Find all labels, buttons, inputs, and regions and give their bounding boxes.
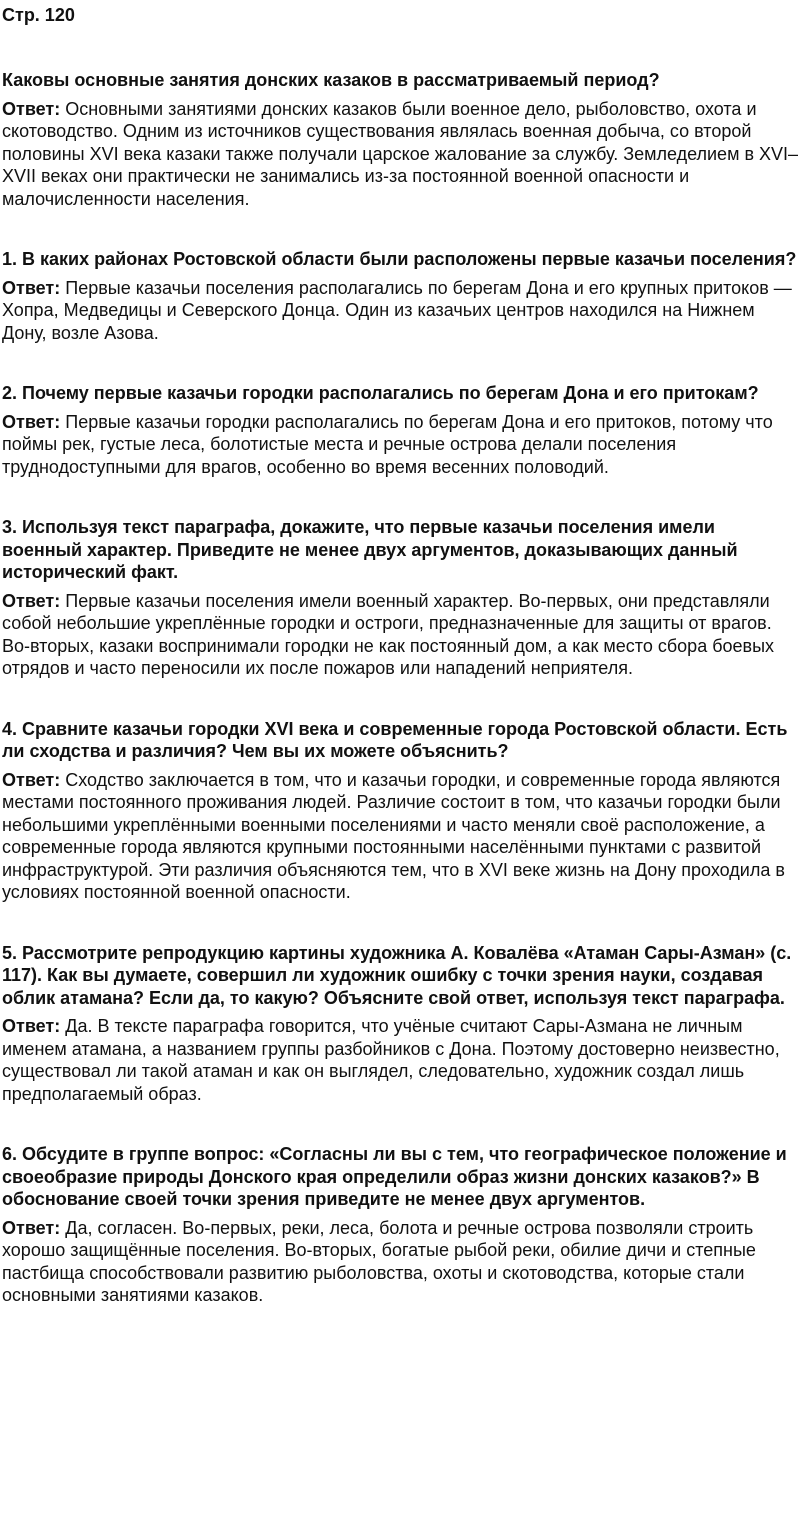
- question-text: 6. Обсудите в группе вопрос: «Согласны ли вы с тем, что географическое положение и своеобразие природы Донского края определили образ жизни донских казаков?» В обоснование своей точки зрения приведите не менее двух аргументов.: [2, 1144, 787, 1209]
- answer-paragraph: [2, 1015, 799, 1105]
- answer-text: Первые казачьи поселения располагались по берегам Дона и его крупных притоков — Хопра, Медведицы и Северского Донца. Один из казачьих центров находился на Нижнем Дону, возле Азова.: [2, 277, 792, 343]
- question-text: Каковы основные занятия донских казаков в рассматриваемый период?: [2, 70, 660, 90]
- question-text: 2. Почему первые казачьи городки располагались по берегам Дона и его притокам?: [2, 383, 759, 403]
- answer-text: Первые казачьи городки располагались по берегам Дона и его притоков, потому что поймы рек, густые леса, болотистые места и речные острова делали поселения труднодоступными для врагов, особенно во время весенних половодий.: [2, 411, 773, 477]
- answer-label: Ответ:: [2, 1217, 61, 1238]
- answer-label: Ответ:: [2, 411, 61, 432]
- answer-label: Ответ:: [2, 277, 61, 298]
- qa-block: [2, 382, 799, 478]
- qa-list: [2, 69, 799, 1307]
- qa-block: [2, 516, 799, 680]
- answer-label: Ответ:: [2, 98, 61, 119]
- answer-paragraph: [2, 411, 799, 479]
- answer-text: Основными занятиями донских казаков были военное дело, рыболовство, охота и скотоводство. Одним из источников существования являлась военная добыча, со второй половины XVI века казаки также получали царское жалование за службу. Земледелием в XVI–XVII веках они практически не занимались из-за постоянной военной опасности и малочисленности населения.: [2, 98, 799, 209]
- answer-text: Да, согласен. Во-первых, реки, леса, болота и речные острова позволяли строить хорошо защищённые поселения. Во-вторых, богатые рыбой реки, обилие дичи и степные пастбища способствовали развитию рыболовства, охоты и скотоводства, которые стали основными занятиями казаков.: [2, 1217, 756, 1305]
- answer-label: Ответ:: [2, 769, 61, 790]
- answer-text: Первые казачьи поселения имели военный характер. Во-первых, они представляли собой небольшие укреплённые городки и остроги, предназначенные для защиты от врагов. Во-вторых, казаки воспринимали городки не как постоянный дом, а как место сбора боевых отрядов и часто переносили их после пожаров или нападений неприятеля.: [2, 590, 775, 678]
- answer-label: Ответ:: [2, 590, 61, 611]
- question-text: 1. В каких районах Ростовской области были расположены первые казачьи поселения?: [2, 249, 797, 269]
- answer-text: Да. В тексте параграфа говорится, что учёные считают Сары-Азмана не личным именем атамана, а названием группы разбойников с Дона. Поэтому достоверно неизвестно, существовал ли такой атаман и как он выглядел, следовательно, художник создал лишь предполагаемый образ.: [2, 1016, 780, 1104]
- answer-paragraph: [2, 98, 799, 211]
- qa-block: [2, 942, 799, 1106]
- answer-label: Ответ:: [2, 1016, 61, 1036]
- qa-block: [2, 1143, 799, 1307]
- answer-text: Сходство заключается в том, что и казачьи городки, и современные города являются местами постоянного проживания людей. Различие состоит в том, что казачьи городки были небольшими укреплёнными военными поселениями и часто меняли своё расположение, а современные города являются крупными постоянными населёнными пунктами с развитой инфраструктурой. Эти различия объясняются тем, что в XVI веке жизнь на Дону проходила в условиях постоянной военной опасности.: [2, 769, 785, 902]
- answer-paragraph: [2, 1217, 799, 1307]
- answer-paragraph: [2, 277, 799, 345]
- qa-block: [2, 248, 799, 344]
- answer-paragraph: [2, 590, 799, 680]
- qa-block: [2, 718, 799, 904]
- page-number: Стр. 120: [2, 5, 75, 25]
- question-text: 5. Рассмотрите репродукцию картины художника А. Ковалёва «Атаман Сары-Азман» (с. 117). Как вы думаете, совершил ли художник ошибку с точки зрения науки, создавая облик атамана? Если да, то какую? Объясните свой ответ, используя текст параграфа.: [2, 942, 792, 1008]
- answer-paragraph: [2, 769, 799, 904]
- question-text: 3. Используя текст параграфа, докажите, что первые казачьи поселения имели военный характер. Приведите не менее двух аргументов, доказывающих данный исторический факт.: [2, 517, 738, 582]
- question-text: 4. Сравните казачьи городки XVI века и современные города Ростовской области. Есть ли сходства и различия? Чем вы их можете объяснить?: [2, 718, 788, 761]
- qa-block: [2, 69, 799, 210]
